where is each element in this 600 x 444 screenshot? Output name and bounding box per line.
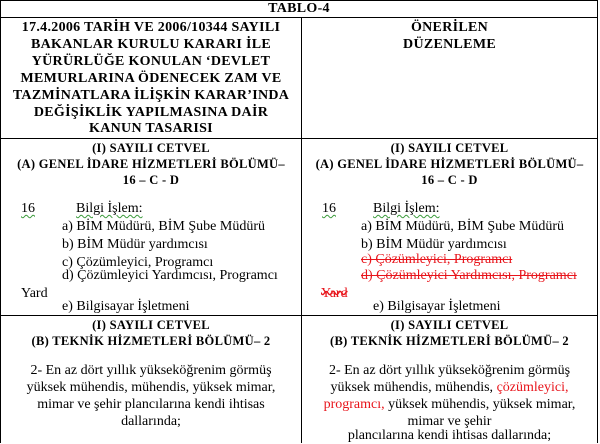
table-right-border	[597, 0, 598, 443]
right-header-line: DÜZENLEME	[403, 37, 496, 52]
section1-left-item: c) Çözümleyici, Programcı	[62, 255, 214, 270]
section1-right-item-deleted: c) Çözümleyici, Programcı	[361, 252, 513, 267]
section2-right-heading: (I) SAYILI CETVEL	[390, 318, 509, 332]
section1-right-item-deleted: d) Çözümleyici Yardımcısı, Programcı	[361, 268, 577, 283]
section1-left-number: 16	[21, 201, 35, 216]
section2-right-line	[302, 397, 597, 413]
section2-left-line: 2- En az dört yıllık yükseköğrenim görmüş	[30, 363, 272, 378]
section1-left-item: Yard	[21, 286, 48, 301]
right-header-line: ÖNERİLEN	[410, 20, 489, 35]
section2-right-subheading: (B) TEKNİK HİZMETLERİ BÖLÜMÜ– 2	[330, 334, 569, 348]
section1-row-border	[0, 315, 598, 316]
section1-right-subheading: (A) GENEL İDARE HİZMETLERİ BÖLÜMÜ–	[315, 157, 584, 171]
section1-right-item-deleted: Yard	[321, 286, 348, 301]
section2-right-line: plancılarına kendi ihtisas dallarında;	[347, 428, 552, 443]
left-header-line: DEĞİŞİKLİK YAPILMASINA DAİR	[33, 105, 269, 120]
left-header-line: TAZMİNATLARA İLİŞKİN KARAR’INDA	[12, 88, 290, 103]
section1-right-number: 16	[322, 201, 336, 216]
section1-left-heading: (I) SAYILI CETVEL	[92, 141, 210, 155]
section1-right-item: e) Bilgisayar İşletmeni	[373, 299, 501, 314]
section2-left-heading: (I) SAYILI CETVEL	[92, 318, 210, 332]
section1-right-item: a) BİM Müdürü, BİM Şube Müdürü	[361, 219, 564, 234]
section2-left-line: yüksek mühendis, mühendis, yüksek mimar,	[26, 380, 276, 395]
section1-left-code: 16 – C - D	[122, 173, 180, 187]
section1-left-item: a) BİM Müdürü, BİM Şube Müdürü	[62, 219, 265, 234]
section1-right-heading: (I) SAYILI CETVEL	[390, 141, 509, 155]
section2-right-inserted-text: programcı,	[323, 397, 385, 412]
table-title: TABLO-4	[268, 1, 330, 16]
section2-right-line: mimar ve şehir	[407, 414, 492, 429]
left-header-line: BAKANLAR KURULU KARARI İLE	[31, 37, 271, 52]
left-header-line: MEMURLARINA ÖDENECEK ZAM VE	[20, 71, 282, 86]
section2-right-line	[302, 380, 597, 396]
section2-right-inserted-text: çözümleyici,	[496, 380, 569, 395]
title-row-border	[0, 17, 598, 18]
section2-right-text: yüksek mühendis, yüksek mimar,	[384, 397, 576, 412]
section1-right-label: Bilgi İşlem:	[373, 201, 440, 216]
section1-left-subheading: (A) GENEL İDARE HİZMETLERİ BÖLÜMÜ–	[17, 157, 285, 171]
section2-right-text: yüksek mühendis, mühendis,	[330, 380, 497, 395]
section1-left-item: d) Çözümleyici Yardımcısı, Programcı	[62, 268, 278, 283]
section1-left-label: Bilgi İşlem:	[76, 201, 143, 216]
section1-right-code: 16 – C - D	[421, 173, 478, 187]
section2-left-line: mimar ve şehir plancılarına kendi ihtisas	[37, 397, 265, 412]
section2-right-line: 2- En az dört yıllık yükseköğrenim görmüş	[328, 363, 571, 378]
left-header-line: 17.4.2006 TARİH VE 2006/10344 SAYILI	[21, 20, 281, 35]
left-header-line: KANUN TASARISI	[89, 121, 213, 136]
section2-left-subheading: (B) TEKNİK HİZMETLERİ BÖLÜMÜ– 2	[31, 334, 271, 348]
header-row-border	[0, 138, 598, 139]
section2-left-line: dallarında;	[121, 414, 181, 429]
left-header-line: YÜRÜRLÜĞE KONULAN ‘DEVLET	[31, 54, 271, 69]
section1-right-item: b) BİM Müdür yardımcısı	[361, 237, 507, 252]
section1-left-item: b) BİM Müdür yardımcısı	[62, 237, 208, 252]
section1-left-item: e) Bilgisayar İşletmeni	[62, 299, 190, 314]
